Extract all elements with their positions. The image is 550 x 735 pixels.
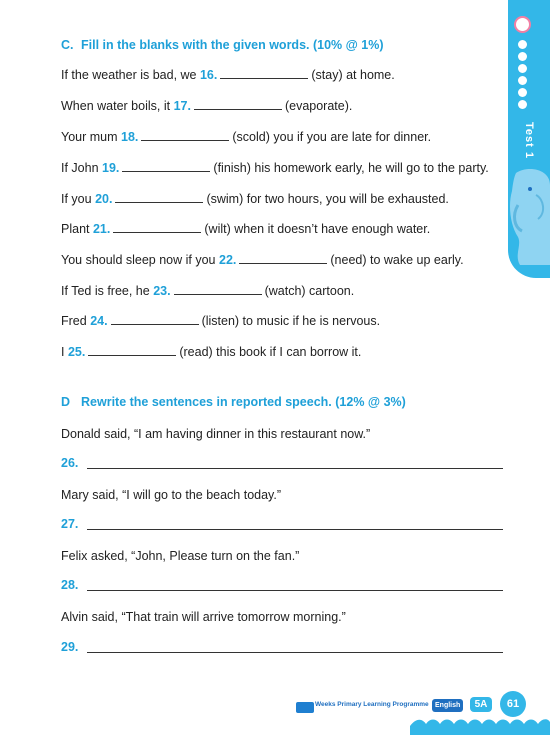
question-text: If John	[61, 161, 99, 175]
answer-line-27[interactable]	[61, 517, 503, 533]
question-number: 26.	[61, 456, 79, 470]
question-number: 23.	[153, 284, 171, 298]
question-17	[61, 98, 352, 114]
answer-rule	[87, 468, 503, 469]
answer-blank[interactable]	[122, 160, 210, 172]
question-number: 20.	[95, 192, 113, 206]
answer-blank[interactable]	[194, 98, 282, 110]
sentence-27: Mary said, “I will go to the beach today.”	[61, 488, 282, 502]
answer-line-29[interactable]	[61, 640, 503, 656]
question-24	[61, 313, 380, 329]
question-hint: (listen) to music if he is nervous.	[201, 314, 381, 328]
sentence-26: Donald said, “I am having dinner in this restaurant now.”	[61, 427, 371, 441]
question-hint: (wilt) when it doesn’t have enough water.	[204, 222, 431, 236]
answer-blank[interactable]	[239, 252, 327, 264]
question-21	[61, 221, 430, 237]
question-hint: (read) this book if I can borrow it.	[179, 345, 362, 359]
answer-blank[interactable]	[174, 283, 262, 295]
answer-line-26[interactable]	[61, 456, 503, 472]
subject-badge: English	[432, 699, 463, 712]
footer-wave-decoration	[410, 712, 550, 735]
question-text: You should sleep now if you	[61, 253, 216, 267]
question-number: 28.	[61, 578, 79, 592]
tab-dot-icon	[518, 100, 527, 109]
question-text: If Ted is free, he	[61, 284, 150, 298]
section-d-letter: D	[61, 395, 71, 409]
question-number: 18.	[121, 130, 139, 144]
section-d-title: Rewrite the sentences in reported speech. (12% @ 3%)	[81, 395, 406, 409]
programme-logo-icon	[296, 702, 314, 713]
answer-blank[interactable]	[141, 129, 229, 141]
question-22	[61, 252, 464, 268]
question-number: 16.	[199, 68, 218, 82]
level-badge: 5A	[470, 697, 492, 712]
question-text: When water boils, it	[61, 99, 171, 113]
question-text: If the weather is bad, we	[61, 68, 197, 82]
tab-dot-icon	[518, 64, 527, 73]
question-number: 29.	[61, 640, 79, 654]
question-number: 24.	[90, 314, 108, 328]
sentence-29: Alvin said, “That train will arrive tomorrow morning.”	[61, 610, 346, 624]
section-d-heading	[61, 395, 406, 409]
question-number: 19.	[102, 161, 120, 175]
question-text: Plant	[61, 222, 90, 236]
question-hint: (finish) his homework early, he will go to the party.	[213, 161, 489, 175]
question-hint: (need) to wake up early.	[330, 253, 464, 267]
answer-rule	[87, 652, 503, 653]
answer-blank[interactable]	[113, 221, 201, 233]
question-19	[61, 160, 489, 176]
answer-blank[interactable]	[115, 191, 203, 203]
question-number: 17.	[173, 99, 191, 113]
question-hint: (stay) at home.	[311, 68, 395, 82]
answer-blank[interactable]	[220, 67, 308, 79]
question-text: Fred	[61, 314, 87, 328]
question-number: 27.	[61, 517, 79, 531]
page-number: 61	[500, 691, 526, 717]
question-number: 25.	[67, 345, 86, 359]
question-20	[61, 191, 449, 207]
side-tab-label: Test 1	[523, 122, 535, 159]
answer-rule	[87, 590, 503, 591]
question-hint: (scold) you if you are late for dinner.	[232, 130, 432, 144]
section-c-heading	[61, 38, 384, 52]
sentence-28: Felix asked, “John, Please turn on the fan.”	[61, 549, 300, 563]
answer-rule	[87, 529, 503, 530]
question-hint: (evaporate).	[284, 99, 353, 113]
question-number: 21.	[92, 222, 111, 236]
question-23	[61, 283, 354, 299]
answer-line-28[interactable]	[61, 578, 503, 594]
question-text: I	[61, 345, 65, 359]
answer-blank[interactable]	[88, 344, 176, 356]
question-text: If you	[61, 192, 92, 206]
elephant-icon	[508, 165, 550, 275]
tab-dot-icon	[518, 40, 527, 49]
tab-dot-icon	[518, 88, 527, 97]
question-18	[61, 129, 431, 145]
section-c-title: Fill in the blanks with the given words. (10% @ 1%)	[81, 38, 384, 52]
tab-dot-icon	[518, 52, 527, 61]
question-hint: (swim) for two hours, you will be exhausted.	[206, 192, 449, 206]
question-text: Your mum	[61, 130, 118, 144]
question-number: 22.	[219, 253, 237, 267]
tab-dot-icon	[518, 76, 527, 85]
question-25	[61, 344, 361, 360]
question-hint: (watch) cartoon.	[264, 284, 355, 298]
section-c-letter: C.	[61, 38, 74, 52]
footer-programme: Weeks Primary Learning Programme	[315, 701, 429, 708]
question-16	[61, 67, 395, 83]
tab-ring-icon	[514, 16, 531, 33]
answer-blank[interactable]	[111, 313, 199, 325]
